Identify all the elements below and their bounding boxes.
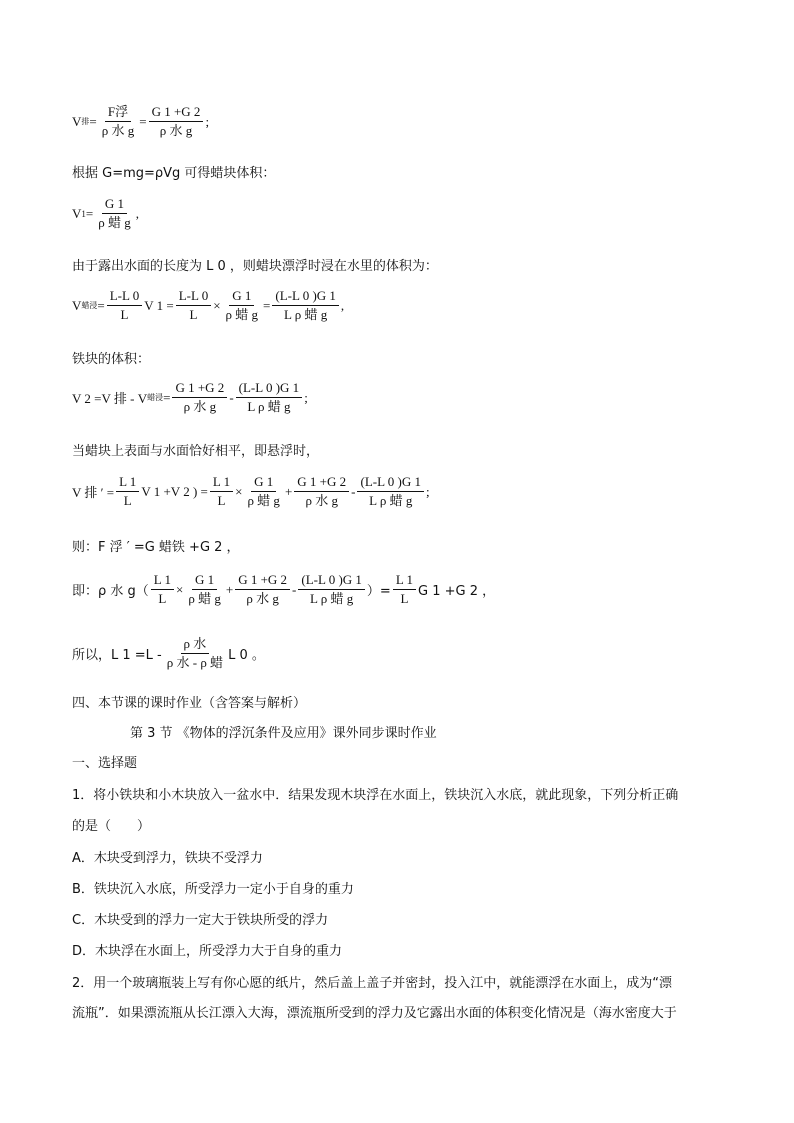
text-line: 当蜡块上表面与水面恰好相平，即悬浮时， <box>72 444 320 459</box>
formula-v-wax-immersed: V 蜡浸 = $\frac{L-L 0}{L}$ V 1 = $\frac{L-L 0}{L}$ × $\frac{G 1}{\text{ρ 蜡 g}}$ = $\frac{(L-L 0 )G 1}{\text{L ρ 蜡 g}}$ , <box>72 288 345 322</box>
fraction: $\frac{(L-L 0 )G 1}{\text{L ρ 蜡 g}}$ <box>357 474 424 509</box>
formula-v1: V 1 = $\frac{G 1}{\text{ρ 蜡 g}}$ , <box>72 196 139 230</box>
formula-l1: 所以，L 1 =L - $\frac{\text{ρ 水}}{\text{ρ 水 - ρ 蜡}}$ L 0 。 <box>72 636 265 670</box>
question-2-line-2: 流瓶”．如果漂流瓶从长江漂入大海，漂流瓶所受到的浮力及它露出水面的体积变化情况是（海水密度大于 <box>72 1006 677 1021</box>
fraction: $\frac{G 1 +G 2}{\text{ρ 水 g}}$ <box>294 474 349 509</box>
fraction: $\frac{G 1 +G 2}{\text{ρ 水 g}}$ <box>172 380 227 415</box>
fraction: $\frac{(L-L 0 )G 1}{\text{L ρ 蜡 g}}$ <box>272 288 339 323</box>
fraction: $\frac{(L-L 0 )G 1}{\text{L ρ 蜡 g}}$ <box>236 380 303 415</box>
option-a: A．木块受到浮力，铁块不受浮力 <box>72 851 263 866</box>
fraction: $\frac{G 1 +G 2}{\text{ρ 水 g}}$ <box>149 104 204 139</box>
fraction: $\frac{L 1}{L}$ <box>393 572 416 607</box>
option-b: B．铁块沉入水底，所受浮力一定小于自身的重力 <box>72 882 354 897</box>
fraction: $\frac{G 1}{\text{ρ 蜡 g}}$ <box>247 474 280 508</box>
fraction: $\frac{\text{ρ 水}}{\text{ρ 水 - ρ 蜡}}$ <box>166 636 224 670</box>
fraction: $\frac{G 1 +G 2}{\text{ρ 水 g}}$ <box>235 572 290 607</box>
fraction: $\frac{G 1}{\text{ρ 蜡 g}}$ <box>188 572 221 606</box>
text-line: 则：F 浮 ′ =G 蜡铁 +G 2 ， <box>72 540 240 555</box>
formula-v2: V 2 =V 排 - V 蜡浸 = $\frac{G 1 +G 2}{\text{ρ 水 g}}$ - $\frac{(L-L 0 )G 1}{\text{L ρ 蜡 g}}$ ; <box>72 380 308 414</box>
fraction: $\frac{G 1}{\text{ρ 蜡 g}}$ <box>98 196 131 230</box>
section-heading: 四、本节课的课时作业（含答案与解析） <box>72 696 307 711</box>
text-line: 由于露出水面的长度为 L 0 ，则蜡块漂浮时浸在水里的体积为： <box>72 259 438 274</box>
option-c: C．木块受到的浮力一定大于铁块所受的浮力 <box>72 913 329 928</box>
fraction: $\frac{(L-L 0 )G 1}{\text{L ρ 蜡 g}}$ <box>298 572 365 607</box>
fraction: $\frac{L 1}{L}$ <box>116 474 139 509</box>
question-1-line-1: 1．将小铁块和小木块放入一盆水中．结果发现木块浮在水面上，铁块沉入水底，就此现象，下列分析正确 <box>72 788 679 803</box>
part-heading: 一、选择题 <box>72 756 138 771</box>
text-line: 根据 G=mg=ρVg 可得蜡块体积： <box>72 166 276 181</box>
question-2-line-1: 2．用一个玻璃瓶装上写有你心愿的纸片，然后盖上盖子并密封，投入江中，就能漂浮在水面上，成为“漂 <box>72 976 673 991</box>
fraction: $\frac{\text{F浮}}{\text{ρ 水 g}}$ <box>101 104 135 138</box>
question-1-line-2: 的是（ ） <box>72 819 151 834</box>
homework-title: 第 3 节 《物体的浮沉条件及应用》课外同步课时作业 <box>130 726 437 741</box>
fraction: $\frac{L-L 0}{L}$ <box>107 288 142 323</box>
fraction: $\frac{L 1}{L}$ <box>210 474 233 509</box>
formula-v-displaced-prime: V 排 ′ = $\frac{L 1}{L}$ V 1 +V 2 ) = $\frac{L 1}{L}$ × $\frac{G 1}{\text{ρ 蜡 g}}$ + $\frac{G 1 +G 2}{\text{ρ 水 g}}$ - $\frac{(L-L 0 )G 1}{\text{L ρ 蜡 g}}$ ; <box>72 474 430 508</box>
fraction: $\frac{L 1}{L}$ <box>151 572 174 607</box>
formula-v-displaced: V 排 = $\frac{\text{F浮}}{\text{ρ 水 g}}$ = $\frac{G 1 +G 2}{\text{ρ 水 g}}$ ; <box>72 104 210 138</box>
text-line: 铁块的体积： <box>72 352 151 367</box>
option-d: D．木块浮在水面上，所受浮力大于自身的重力 <box>72 944 343 959</box>
formula-balance: 即：ρ 水 g（ $\frac{L 1}{L}$ × $\frac{G 1}{\text{ρ 蜡 g}}$ + $\frac{G 1 +G 2}{\text{ρ 水 g}}$ - $\frac{(L-L 0 )G 1}{\text{L ρ 蜡 g}}$ ）= $\frac{L 1}{L}$ G 1 +G 2 ， <box>72 572 496 606</box>
fraction: $\frac{L-L 0}{L}$ <box>176 288 211 323</box>
fraction: $\frac{G 1}{\text{ρ 蜡 g}}$ <box>225 288 259 322</box>
